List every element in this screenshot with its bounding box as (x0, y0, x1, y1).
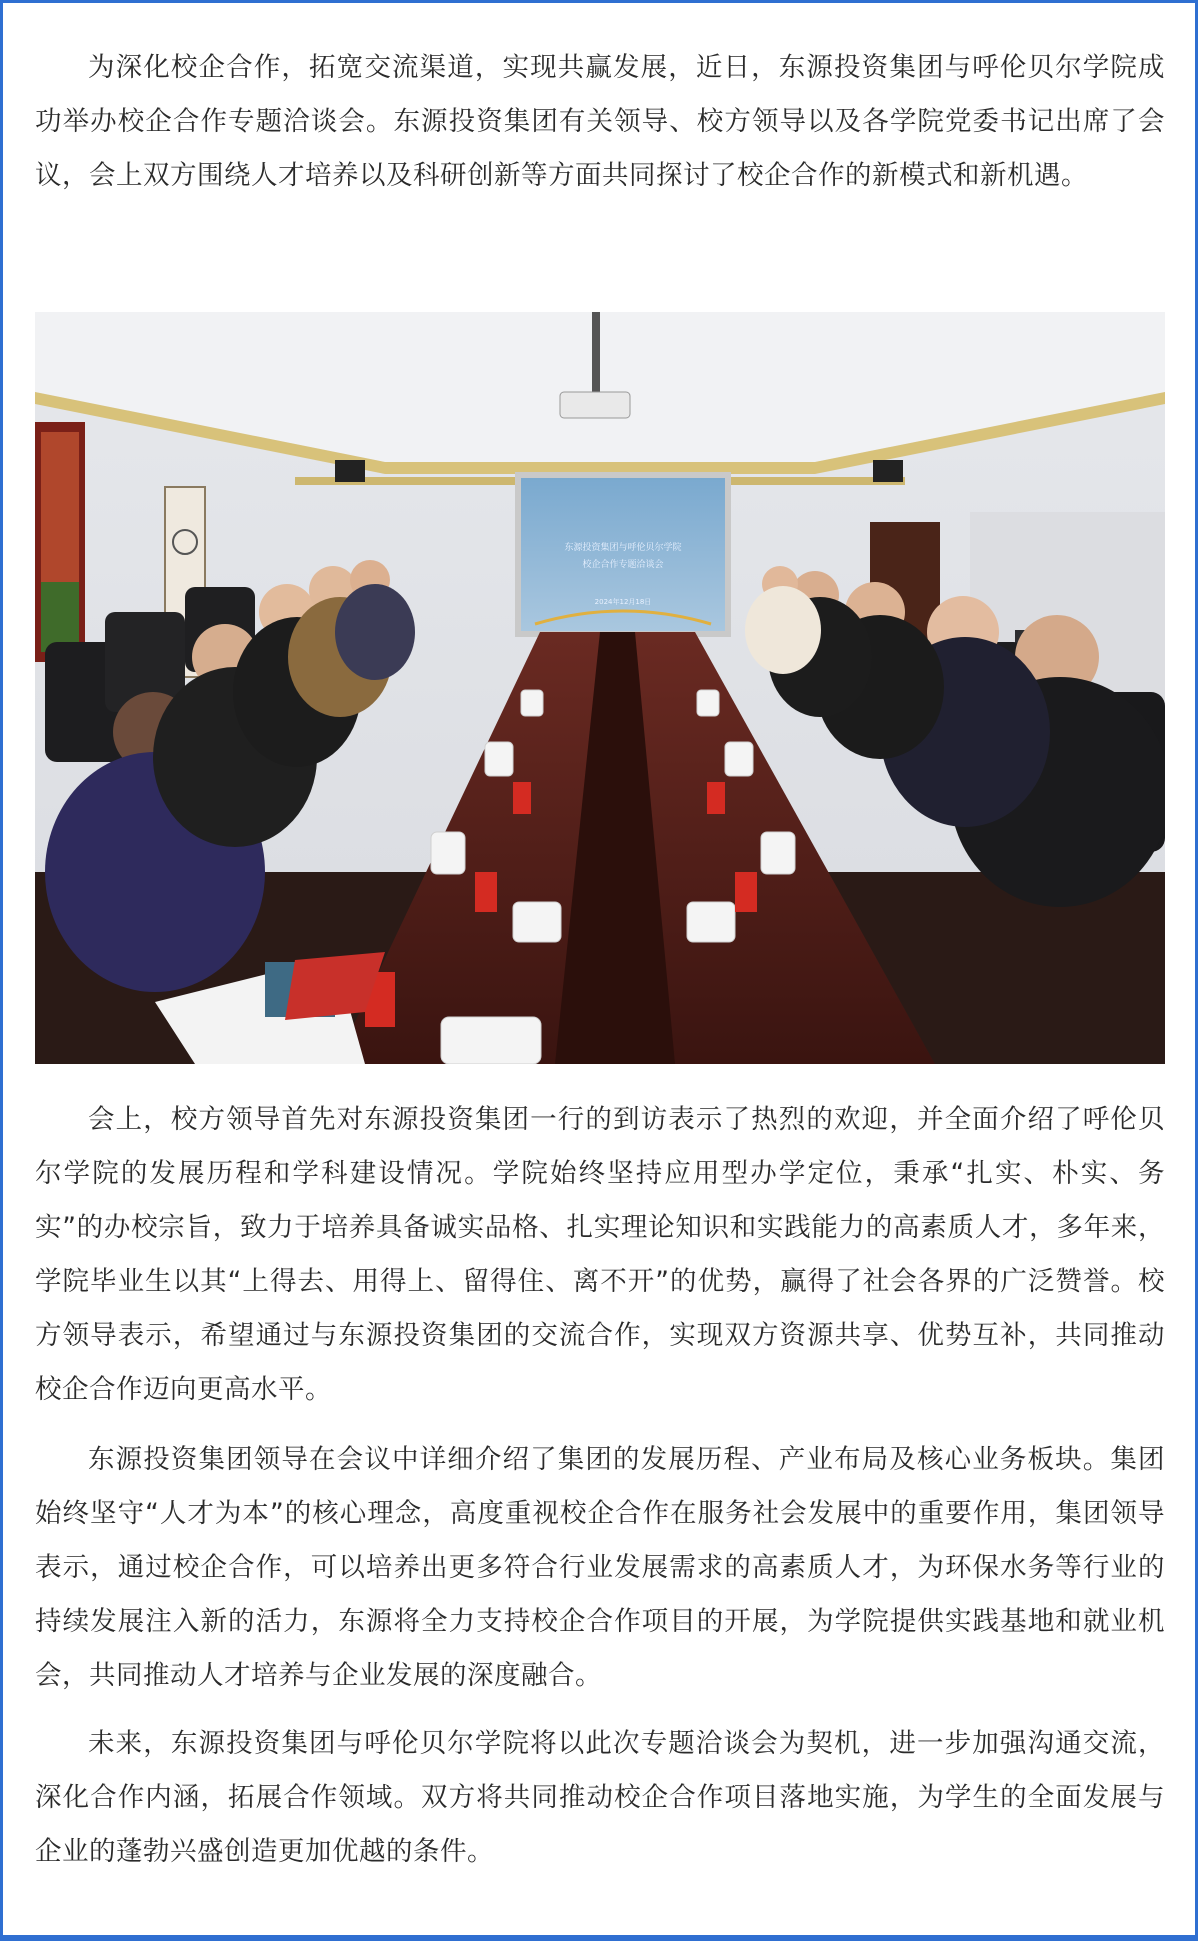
paragraph-school-remarks: 会上，校方领导首先对东源投资集团一行的到访表示了热烈的欢迎，并全面介绍了呼伦贝尔学院的发展历程和学科建设情况。学院始终坚持应用型办学定位，秉承“扎实、朴实、务实”的办校宗旨，致力于培养具备诚实品格、扎实理论知识和实践能力的高素质人才，多年来，学院毕业生以其“上得去、用得上、留得住、离不开”的优势，赢得了社会各界的广泛赞誉。校方领导表示，希望通过与东源投资集团的交流合作，实现双方资源共享、优势互补，共同推动校企合作迈向更高水平。 (35, 1104, 1165, 1405)
paragraph-outlook: 未来，东源投资集团与呼伦贝尔学院将以此次专题洽谈会为契机，进一步加强沟通交流，深化合作内涵，拓展合作领域。双方将共同推动校企合作项目落地实施，为学生的全面发展与企业的蓬勃兴盛创造更加优越的条件。 (35, 1728, 1165, 1867)
paragraph-group-remarks: 东源投资集团领导在会议中详细介绍了集团的发展历程、产业布局及核心业务板块。集团始终坚守“人才为本”的核心理念，高度重视校企合作在服务社会发展中的重要作用，集团领导表示，通过校企合作，可以培养出更多符合行业发展需求的高素质人才，为环保水务等行业的持续发展注入新的活力，东源将全力支持校企合作项目的开展，为学院提供实践基地和就业机会，共同推动人才培养与企业发展的深度融合。 (35, 1444, 1165, 1691)
meeting-photo (35, 312, 1165, 1064)
screen-title-line1: 东源投资集团与呼伦贝尔学院 (564, 543, 682, 553)
screen-date: 2024年12月18日 (594, 598, 652, 606)
screen-title-line2: 校企合作专题洽谈会 (582, 560, 664, 570)
paragraph-intro: 为深化校企合作，拓宽交流渠道，实现共赢发展，近日，东源投资集团与呼伦贝尔学院成功举办校企合作专题洽谈会。东源投资集团有关领导、校方领导以及各学院党委书记出席了会议，会上双方围绕人才培养以及科研创新等方面共同探讨了校企合作的新模式和新机遇。 (35, 52, 1165, 191)
